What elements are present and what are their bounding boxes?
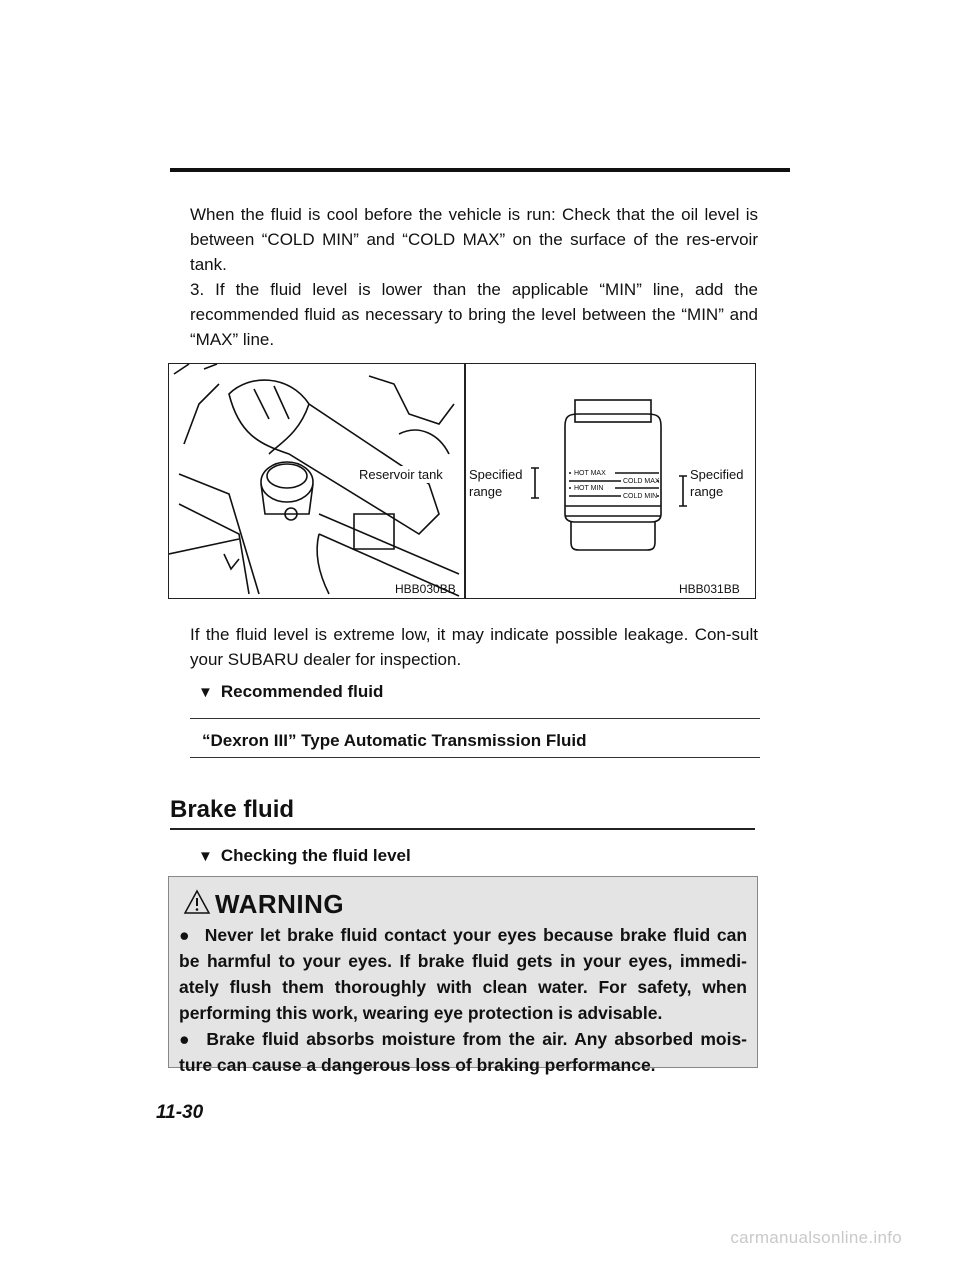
warning-triangle-icon bbox=[183, 889, 211, 915]
bullet-icon: ● bbox=[179, 925, 205, 945]
warning-text bbox=[179, 922, 747, 1078]
warning-box bbox=[168, 876, 758, 1075]
warning-title: WARNING bbox=[215, 889, 345, 919]
section-rule bbox=[170, 828, 755, 830]
figure-divider bbox=[464, 364, 466, 598]
section-title: Brake fluid bbox=[170, 796, 295, 823]
leakage-note: If the fluid level is extreme low, it may indicate possible leakage. Con-sult your SUBARU dealer for inspection. bbox=[190, 625, 758, 669]
paragraph-step-3: 3. If the fluid level is lower than the applicable “MIN” line, add the recommended fluid as necessary to bring the level between the “MIN” and “MAX” line. bbox=[190, 280, 758, 349]
cold-min-mark: COLD MIN bbox=[623, 493, 658, 500]
specified-range-right-label: Specified range bbox=[690, 467, 744, 499]
recommended-fluid-value: “Dexron III” Type Automatic Transmission Fluid bbox=[202, 731, 587, 750]
paragraph-cool-check: When the fluid is cool before the vehicle is run: Check that the oil level is between “COLD MIN” and “COLD MAX” on the surface of the res-ervoir tank. bbox=[190, 205, 758, 274]
top-rule bbox=[170, 168, 790, 172]
warning-item: ● Brake fluid absorbs moisture from the air. Any absorbed mois-ture can cause a dangerous loss of braking performance. bbox=[179, 1029, 748, 1075]
reservoir-figure bbox=[168, 363, 756, 599]
divider bbox=[190, 757, 760, 758]
triangle-bullet-icon: ▼ bbox=[198, 848, 213, 865]
divider bbox=[190, 718, 760, 719]
specified-range-left-label: Specified range bbox=[469, 467, 523, 499]
checking-level-heading: ▼ Checking the fluid level bbox=[198, 846, 411, 865]
cold-max-mark: COLD MAX bbox=[623, 478, 660, 485]
warning-item: ● Never let brake fluid contact your eyes because brake fluid can be harmful to your eyes. If brake fluid gets in your eyes, immedi-ately flush them thoroughly with clean water. For safety, when performing this work, wearing eye protection is advisable. bbox=[179, 925, 748, 1023]
recommended-fluid-heading: ▼ Recommended fluid bbox=[198, 682, 384, 701]
watermark: carmanualsonline.info bbox=[730, 1228, 902, 1247]
reservoir-tank-label: Reservoir tank bbox=[359, 467, 443, 482]
hot-min-mark: HOT MIN bbox=[574, 485, 604, 492]
right-figure-code: HBB031BB bbox=[679, 582, 740, 596]
left-figure-code: HBB030BB bbox=[395, 582, 456, 596]
page-number: 11-30 bbox=[156, 1102, 204, 1123]
hot-max-mark: HOT MAX bbox=[574, 470, 606, 477]
engine-bay-illustration bbox=[169, 364, 756, 599]
bullet-icon: ● bbox=[179, 1029, 207, 1049]
intro-text bbox=[190, 202, 758, 352]
triangle-bullet-icon: ▼ bbox=[198, 684, 213, 701]
